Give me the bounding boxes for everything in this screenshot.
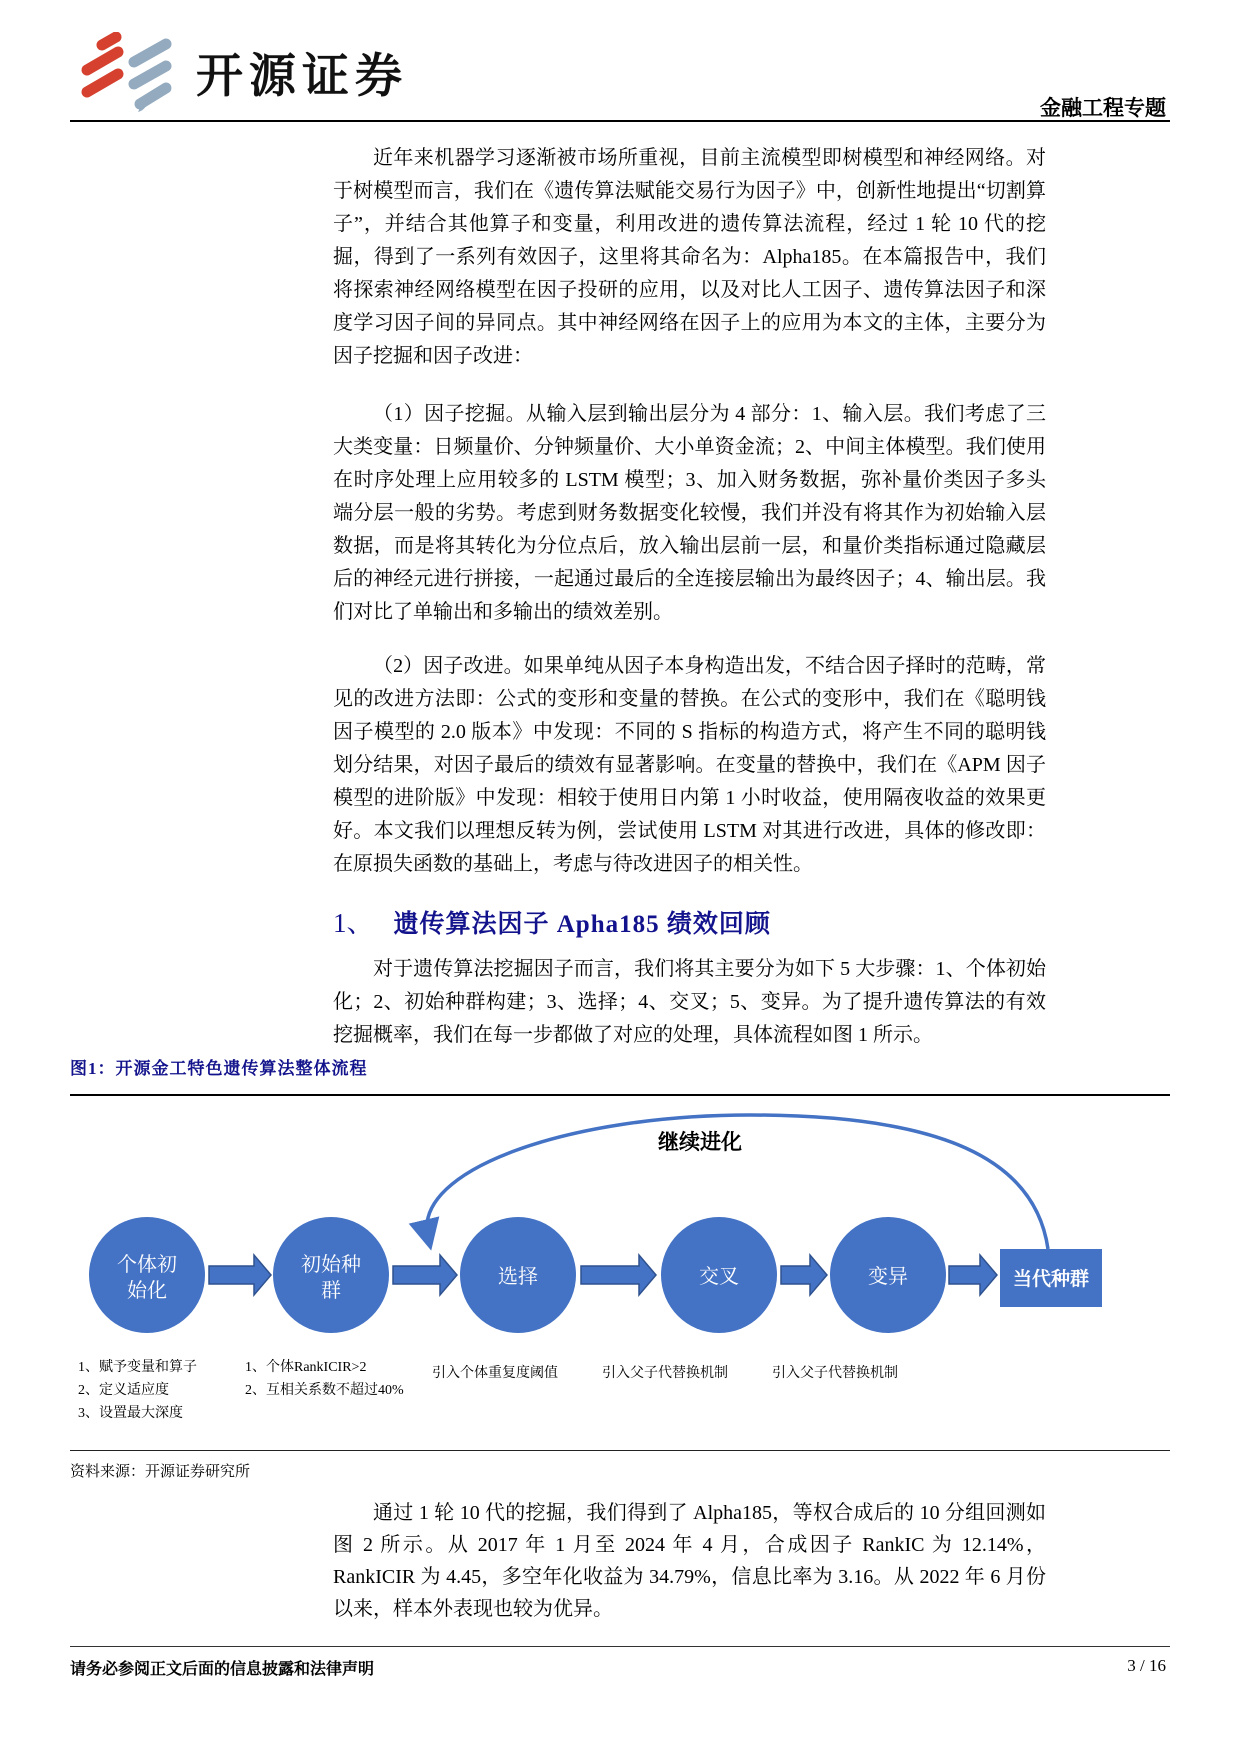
figure-title-divider — [70, 1094, 1170, 1096]
report-topic-label: 金融工程专题 — [1040, 96, 1166, 120]
flow-node-mutation-label: 变异 — [868, 1266, 908, 1288]
figure-source-note: 资料来源：开源证券研究所 — [70, 1464, 251, 1480]
section-title: 遗传算法因子 Apha185 绩效回顾 — [393, 911, 771, 938]
flow-arrow-icon — [581, 1255, 656, 1295]
flow-node-population-label-line2: 群 — [321, 1280, 341, 1302]
flow-arrow-icon — [781, 1255, 827, 1295]
node-caption-select — [432, 1362, 558, 1385]
caption-line: 引入父子代替换机制 — [772, 1366, 898, 1381]
flow-arrow-icon — [949, 1255, 997, 1295]
flow-node-current-generation-label: 当代种群 — [1012, 1269, 1090, 1290]
caption-line: 1、个体RankICIR>2 — [245, 1360, 367, 1375]
node-caption-population — [245, 1356, 404, 1402]
flow-node-init-label-line1: 个体初 — [117, 1254, 177, 1276]
section-number: 1、 — [333, 908, 374, 938]
flow-node-crossover-label: 交叉 — [699, 1266, 739, 1288]
factor-improve-paragraph: （2）因子改进。如果单纯从因子本身构造出发，不结合因子择时的范畴，常见的改进方法即：公式的变形和变量的替换。在公式的变形中，我们在《聪明钱因子模型的 2.0 版本》中发现：不同的 S 指标的构造方式，将产生不同的聪明钱划分结果，对因子最后的绩效有显著影响。在变量的替换中，我们在《APM 因子模型的进阶版》中发现：相较于使用日内第 1 小时收益，使用隔夜收益的效果更好。本文我们以理想反转为例，尝试使用 LSTM 对其进行改进，具体的修改即：在原损失函数的基础上，考虑与待改进因子的相关性。 — [333, 655, 1046, 875]
node-caption-init — [78, 1356, 197, 1425]
genetic-algorithm-flowchart — [60, 1103, 1180, 1351]
caption-line: 3、设置最大深度 — [78, 1406, 183, 1421]
brand — [78, 32, 408, 112]
footer-divider — [70, 1646, 1170, 1647]
section-heading — [333, 901, 771, 940]
figure-source-divider — [70, 1450, 1170, 1451]
caption-line: 2、互相关系数不超过40% — [245, 1383, 404, 1398]
node-caption-mutation — [772, 1362, 898, 1385]
figure-title: 图1：开源金工特色遗传算法整体流程 — [70, 1059, 368, 1078]
node-caption-crossover — [602, 1362, 728, 1385]
caption-line: 引入父子代替换机制 — [602, 1366, 728, 1381]
ga-steps-paragraph: 对于遗传算法挖掘因子而言，我们将其主要分为如下 5 大步骤：1、个体初始化；2、初始种群构建；3、选择；4、交叉；5、变异。为了提升遗传算法的有效挖掘概率，我们在每一步都做了对应的处理，具体流程如图 1 所示。 — [333, 958, 1046, 1046]
footer-disclaimer: 请务必参阅正文后面的信息披露和法律声明 — [70, 1661, 375, 1678]
flow-arrow-icon — [209, 1255, 271, 1295]
header-divider — [70, 120, 1170, 122]
flow-node-init-label-line2: 始化 — [127, 1280, 167, 1302]
page-number: 3 / 16 — [1127, 1656, 1166, 1675]
caption-line: 引入个体重复度阈值 — [432, 1366, 558, 1381]
brand-name: 开源证券 — [196, 48, 408, 102]
kaiyuan-logo-icon — [78, 32, 182, 112]
intro-paragraph: 近年来机器学习逐渐被市场所重视，目前主流模型即树模型和神经网络。对于树模型而言，我们在《遗传算法赋能交易行为因子》中，创新性地提出“切割算子”，并结合其他算子和变量，利用改进的遗传算法流程，经过 1 轮 10 代的挖掘，得到了一系列有效因子，这里将其命名为：Alpha185。在本篇报告中，我们将探索神经网络模型在因子投研的应用，以及对比人工因子、遗传算法因子和深度学习因子间的异同点。其中神经网络在因子上的应用为本文的主体，主要分为因子挖掘和因子改进： — [333, 147, 1046, 367]
caption-line: 2、定义适应度 — [78, 1383, 169, 1398]
flow-node-select-label: 选择 — [498, 1266, 538, 1288]
factor-mining-paragraph: （1）因子挖掘。从输入层到输出层分为 4 部分：1、输入层。我们考虑了三大类变量：日频量价、分钟频量价、大小单资金流；2、中间主体模型。我们使用在时序处理上应用较多的 LSTM 模型；3、加入财务数据，弥补量价类因子多头端分层一般的劣势。考虑到财务数据变化较慢，我们并没有将其作为初始输入层数据，而是将其转化为分位点后，放入输出层前一层，和量价类指标通过隐藏层后的神经元进行拼接，一起通过最后的全连接层输出为最终因子；4、输出层。我们对比了单输出和多输出的绩效差别。 — [333, 403, 1046, 623]
flow-node-population-label-line1: 初始种 — [301, 1254, 361, 1276]
loop-label: 继续进化 — [658, 1130, 742, 1154]
flow-arrow-icon — [393, 1255, 457, 1295]
backtest-result-paragraph: 通过 1 轮 10 代的挖掘，我们得到了 Alpha185，等权合成后的 10 分组回测如图 2 所示。从 2017 年 1 月至 2024 年 4 月，合成因子 RankIC 为 12.14%，RankICIR 为 4.45，多空年化收益为 34.79%，信息比率为 3.16。从 2022 年 6 月份以来，样本外表现也较为优异。 — [333, 1502, 1046, 1620]
caption-line: 1、赋予变量和算子 — [78, 1360, 197, 1375]
